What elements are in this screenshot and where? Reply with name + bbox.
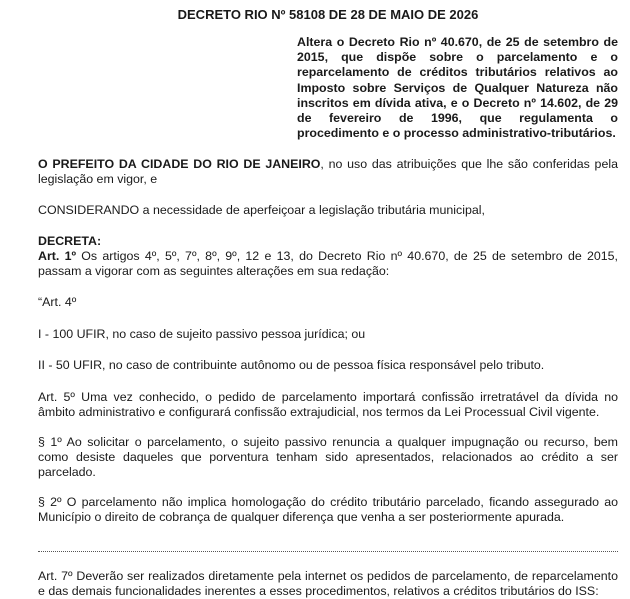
article-1 (38, 249, 618, 279)
decree-document (38, 6, 618, 599)
preamble-authority (38, 157, 618, 187)
authority-text: , no uso das atribuições que lhe são conferidas pela legislação em vigor, e (38, 157, 618, 187)
article-4-heading: “Art. 4º (38, 295, 77, 310)
omission-dotted-line (38, 541, 618, 552)
decree-title: DECRETO RIO Nº 58108 DE 28 DE MAIO DE 2026 (177, 7, 479, 22)
article-1-label: Art. 1º (38, 249, 77, 264)
article-5-paragraph-2: § 2º O parcelamento não implica homologação do crédito tributário parcelado, ficando assegurado ao Município o direito de cobrança de qualquer diferença que venha a ser posteriormente apurada. (38, 495, 618, 525)
article-5-paragraph-1: § 1º Ao solicitar o parcelamento, o sujeito passivo renuncia a qualquer impugnação ou recurso, bem como desiste daqueles que porventura tenham sido apresentados, relacionados ao crédito a ser parcelado. (38, 435, 618, 480)
authority-name: O PREFEITO DA CIDADE DO RIO DE JANEIRO (38, 157, 321, 172)
article-4-item-1: I - 100 UFIR, no caso de sujeito passivo pessoa jurídica; ou (38, 327, 366, 342)
article-5-caput: Art. 5º Uma vez conhecido, o pedido de parcelamento importará confissão irretratável da dívida no âmbito administrativo e configurará confissão extrajudicial, nos termos da Lei Processual Civil vigente. (38, 390, 618, 420)
decree-summary: Altera o Decreto Rio nº 40.670, de 25 de setembro de 2015, que dispõe sobre o parcelamento e o reparcelamento de créditos tributários relativos ao Imposto sobre Serviços de Qualquer Natureza não inscritos em dívida ativa, e o Decreto nº 14.602, de 29 de fevereiro de 1996, que regulamenta o procedimento e o processo administrativo-tributários. (297, 35, 618, 141)
article-7-caput: Art. 7º Deverão ser realizados diretamente pela internet os pedidos de parcelamento, de reparcelamento e das demais funcionalidades inerentes a esses procedimentos, relativos a créditos tributários do ISS: (38, 569, 618, 599)
decreta-label: DECRETA: (38, 234, 102, 249)
article-1-text: Os artigos 4º, 5º, 7º, 8º, 9º, 12 e 13, do Decreto Rio nº 40.670, de 25 de setembro de 2015, passam a vigorar com as seguintes alterações em sua redação: (38, 249, 618, 279)
decreta-block (38, 234, 618, 279)
preamble-considering: CONSIDERANDO a necessidade de aperfeiçoar a legislação tributária municipal, (38, 203, 485, 218)
article-4-item-2: II - 50 UFIR, no caso de contribuinte autônomo ou de pessoa física responsável pelo tributo. (38, 358, 545, 373)
